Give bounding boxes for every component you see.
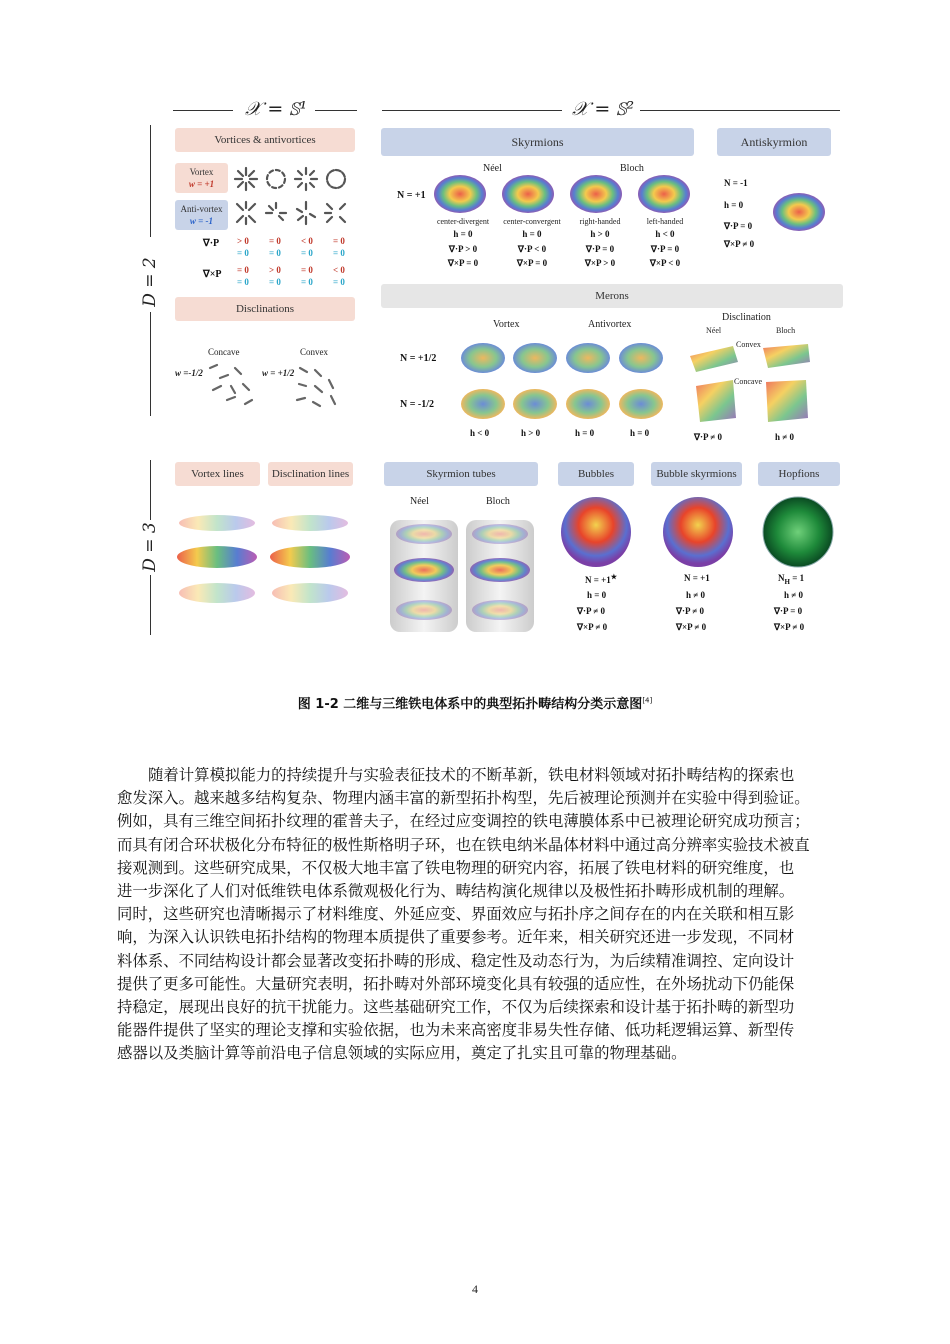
- header-s2: 𝒳 = 𝕊²: [572, 98, 635, 120]
- skyrmion-right-handed-icon: [570, 175, 622, 213]
- bubbles-curl: ∇×P ≠ 0: [577, 622, 608, 632]
- divP-w4: = 0: [333, 248, 345, 258]
- disclination-line-layer-1: [272, 515, 348, 531]
- vortex-tag-box: [175, 163, 228, 193]
- vortex-line-layer-3: [179, 583, 255, 603]
- meron-h-2: h > 0: [521, 428, 541, 438]
- disclination-line-layer-3: [272, 583, 348, 603]
- meron-h-1: h < 0: [470, 428, 490, 438]
- meron-disc-div: ∇·P ≠ 0: [694, 432, 722, 442]
- antivortex-icon-3: [297, 202, 315, 224]
- bubbles-n-text: N = +1: [585, 575, 611, 585]
- body-line-2: 愈发深入。越来越多结构复杂、物理内涵丰富的新型拓扑构型，先后被理论预测并在实验中得到验证。: [117, 789, 810, 808]
- sky-curl-2: ∇×P = 0: [516, 258, 548, 268]
- curlP-w2: = 0: [269, 277, 281, 287]
- skyrmion-center-divergent-icon: [434, 175, 486, 213]
- antisky-n: N = -1: [724, 178, 748, 188]
- vortex-w: w = +1: [188, 179, 215, 189]
- body-line-4: 而具有闭合环状极化分布特征的极性斯格明子环，也在铁电纳米晶体材料中通过高分辨率实验技术被直: [117, 835, 810, 854]
- vortex-line-layer-2: [177, 546, 257, 568]
- header-rule-right2: [640, 110, 840, 111]
- bsky-n: N = +1: [684, 573, 710, 583]
- meron-disc-bloch: Bloch: [776, 326, 796, 335]
- hopf-h: h ≠ 0: [784, 590, 803, 600]
- sky-h-4: h < 0: [655, 229, 675, 239]
- neel-label: Néel: [483, 163, 502, 174]
- meron-antivortex-1-icon: [566, 343, 610, 373]
- meron-n-minus-half: N = -1/2: [400, 399, 435, 410]
- body-line-5: 接观测到。这些研究成果，不仅极大地丰富了铁电物理的研究内容，拓展了铁电材料的研究维度，也: [117, 858, 795, 877]
- hopf-n-sub: H: [784, 577, 790, 586]
- disclination-illustrations: [205, 360, 355, 415]
- disc-bloch-convex-icon: [763, 344, 810, 368]
- w-minus-half: w =-1/2: [175, 368, 203, 378]
- caption-text: 图 1-2 二维与三维铁电体系中的典型拓扑畴结构分类示意图: [297, 697, 643, 712]
- meron-disclination-label: Disclination: [722, 312, 771, 323]
- body-line-11: 持稳定，展现出良好的抗干扰能力。这些基础研究工作，不仅为后续探索和设计基于拓扑畴的新型功: [117, 997, 795, 1016]
- w-plus-half: w = +1/2: [262, 368, 295, 378]
- meron-antivortex-label: Antivortex: [588, 319, 632, 330]
- hopf-n: [778, 573, 804, 586]
- divP-v4: = 0: [333, 236, 345, 246]
- disc-neel-convex-icon: [690, 346, 738, 372]
- meron-disc-h: h ≠ 0: [775, 432, 794, 442]
- sky-h-3: h > 0: [590, 229, 610, 239]
- hopf-n-val: = 1: [789, 573, 805, 583]
- tube-bloch-label: Bloch: [486, 496, 510, 507]
- d2-rule-top: [150, 125, 151, 237]
- sky-type-4: left-handed: [646, 217, 684, 226]
- bubbles-n: [585, 573, 617, 585]
- meron-vortex-1-icon: [461, 343, 505, 373]
- hopfions-title: Hopfions: [758, 462, 840, 486]
- divP-v1: > 0: [237, 236, 249, 246]
- bubbles-h: h = 0: [587, 590, 607, 600]
- meron-antivortex-3-icon: [566, 389, 610, 419]
- d3-rule-top: [150, 460, 151, 520]
- hopfion-icon: [763, 497, 833, 567]
- disclination-line-layer-2: [270, 546, 350, 568]
- antivortex-tag: Anti-vortex: [180, 204, 223, 214]
- antivortex-icon-2: [266, 203, 286, 220]
- curlP-w1: = 0: [237, 277, 249, 287]
- skyrmion-tube-illustrations: [386, 510, 541, 640]
- merons-title: Merons: [381, 284, 843, 308]
- skyrmion-left-handed-icon: [638, 175, 690, 213]
- bubbles-title: Bubbles: [558, 462, 634, 486]
- antivortex-icon-4: [325, 204, 345, 222]
- meron-n-plus-half: N = +1/2: [400, 353, 437, 364]
- vortices-title: Vortices & antivortices: [175, 128, 355, 152]
- divP-w3: = 0: [301, 248, 313, 258]
- caption-ref: [4]: [642, 696, 653, 705]
- divP-label: ∇·P: [203, 238, 220, 249]
- sky-type-2: center-convergent: [503, 217, 561, 226]
- meron-disc-concave: Concave: [734, 377, 762, 386]
- antivortex-w: w = -1: [189, 216, 214, 226]
- body-line-8: 响，为深入认识铁电拓扑结构的物理本质提供了重要参考。近年来，相关研究还进一步发现，不同材: [117, 928, 795, 947]
- tube-neel-label: Néel: [410, 496, 429, 507]
- page-number: 4: [472, 1282, 478, 1296]
- body-line-9: 料体系、不同结构设计都会显著改变拓扑畴的形成、稳定性及动态行为，为后续精准调控、定向设计: [117, 951, 795, 970]
- meron-vortex-2-icon: [513, 343, 557, 373]
- body-line-13: 感器以及类脑计算等前沿电子信息领域的实际应用，奠定了扎实且可靠的物理基础。: [117, 1044, 687, 1063]
- skyrmion-illustrations: [430, 172, 690, 217]
- meron-illustrations: [458, 340, 668, 425]
- header-rule-left2: [315, 110, 357, 111]
- header-s1: 𝒳 = 𝕊¹: [245, 98, 308, 120]
- sky-div-3: ∇·P = 0: [585, 244, 615, 254]
- body-line-7: 同时，这些研究也清晰揭示了材料维度、外延应变、界面效应与拓扑序之间存在的内在关联和相互影: [117, 905, 795, 924]
- sky-curl-3: ∇×P > 0: [584, 258, 616, 268]
- meron-h-3: h = 0: [575, 428, 595, 438]
- bubbles-div: ∇·P ≠ 0: [577, 606, 605, 616]
- body-line-6: 进一步深化了人们对低维铁电体系微观极化行为、畴结构演化规律以及极性拓扑畴形成机制的理解。: [117, 881, 795, 900]
- vortex-circulating-icon: [267, 170, 285, 188]
- sky-h-1: h = 0: [453, 229, 473, 239]
- divP-v2: = 0: [269, 236, 281, 246]
- skyrmion-tubes-title: Skyrmion tubes: [384, 462, 538, 486]
- curlP-v3: = 0: [301, 265, 313, 275]
- divP-w1: = 0: [237, 248, 249, 258]
- d2-rule-bottom: [150, 312, 151, 416]
- sky-div-2: ∇·P < 0: [517, 244, 547, 254]
- skyrmion-center-convergent-icon: [502, 175, 554, 213]
- curlP-v2: > 0: [269, 265, 281, 275]
- meron-antivortex-4-icon: [619, 389, 663, 419]
- body-line-1: 随着计算模拟能力的持续提升与实验表征技术的不断革新，铁电材料领域对拓扑畴结构的探索也: [148, 766, 795, 784]
- concave-label: Concave: [208, 347, 240, 357]
- antisky-curl: ∇×P ≠ 0: [724, 239, 755, 249]
- sky-type-1: center-divergent: [436, 217, 490, 226]
- meron-disclination-illustrations: [688, 340, 813, 425]
- body-line-12: 能器件提供了坚实的理论支撑和实验依据，也为未来高密度非易失性存储、低功耗逻辑运算、新型传: [117, 1021, 795, 1040]
- meron-vortex-label: Vortex: [493, 319, 520, 330]
- vortex-counter-icon: [327, 170, 345, 188]
- vortex-convergent-icon: [295, 168, 317, 190]
- antiskyrmion-icon: [770, 190, 828, 235]
- antiskyrmion-title: Antiskyrmion: [717, 128, 831, 156]
- divP-w2: = 0: [269, 248, 281, 258]
- bubble-skyrmion-icon: [663, 497, 733, 567]
- body-paragraph: [117, 764, 859, 1065]
- d3-label: D = 3: [140, 522, 160, 572]
- sky-curl-1: ∇×P = 0: [447, 258, 479, 268]
- antisky-h: h = 0: [724, 200, 744, 210]
- bubble-skyrmions-title: Bubble skyrmions: [651, 462, 742, 486]
- disclination-lines-title: Disclination lines: [268, 462, 353, 486]
- curlP-v4: < 0: [333, 265, 345, 275]
- meron-vortex-4-icon: [513, 389, 557, 419]
- hopf-curl: ∇×P ≠ 0: [774, 622, 805, 632]
- vortex-line-illustrations: [175, 505, 355, 615]
- body-line-3: 例如，具有三维空间拓扑纹理的霍普夫子，在经过应变调控的铁电薄膜体系中已被理论研究成功预言；: [117, 812, 810, 831]
- d2-label: D = 2: [140, 257, 160, 307]
- header-rule-left: [173, 110, 233, 111]
- antivortex-tag-box: [175, 200, 228, 230]
- hopf-div: ∇·P = 0: [774, 606, 803, 616]
- hopf-n-text: N: [778, 573, 785, 583]
- meron-disc-convex: Convex: [736, 340, 761, 349]
- skyrmion-n: N = +1: [397, 190, 426, 201]
- bsky-div: ∇·P ≠ 0: [676, 606, 704, 616]
- disclinations-title: Disclinations: [175, 297, 355, 321]
- bubble-hopfion-illustrations: [556, 494, 842, 570]
- curlP-v1: = 0: [237, 265, 249, 275]
- meron-vortex-3-icon: [461, 389, 505, 419]
- header-rule-right: [382, 110, 562, 111]
- sky-h-2: h = 0: [522, 229, 542, 239]
- vortex-lines-title: Vortex lines: [175, 462, 260, 486]
- sky-type-3: right-handed: [579, 217, 621, 226]
- vortex-divergent-icon: [235, 168, 257, 190]
- skyrmions-title: Skyrmions: [381, 128, 694, 156]
- vortex-line-layer-1: [179, 515, 255, 531]
- convex-label: Convex: [300, 347, 328, 357]
- bloch-label: Bloch: [620, 163, 644, 174]
- meron-antivortex-2-icon: [619, 343, 663, 373]
- meron-h-4: h = 0: [630, 428, 650, 438]
- vortex-antivortex-illustrations: [232, 163, 357, 229]
- body-line-10: 提供了更多可能性。大量研究表明，拓扑畴对外部环境变化具有较强的适应性，在外场扰动下仍能保: [117, 974, 795, 993]
- antisky-div: ∇·P = 0: [724, 221, 753, 231]
- antivortex-icon-1: [237, 202, 255, 224]
- bubbles-star: ★: [610, 573, 618, 581]
- vortex-tag: Vortex: [189, 167, 214, 177]
- curlP-label: ∇×P: [203, 269, 222, 280]
- figure-caption: [0, 693, 950, 712]
- d3-rule-bottom: [150, 575, 151, 635]
- sky-div-1: ∇·P > 0: [448, 244, 478, 254]
- bsky-curl: ∇×P ≠ 0: [676, 622, 707, 632]
- divP-v3: < 0: [301, 236, 313, 246]
- sky-div-4: ∇·P = 0: [650, 244, 680, 254]
- curlP-w4: = 0: [333, 277, 345, 287]
- sky-curl-4: ∇×P < 0: [649, 258, 681, 268]
- disc-bloch-concave-icon: [766, 380, 808, 422]
- disc-neel-concave-icon: [696, 380, 736, 422]
- bubble-icon: [561, 497, 631, 567]
- curlP-w3: = 0: [301, 277, 313, 287]
- bsky-h: h ≠ 0: [686, 590, 705, 600]
- meron-disc-neel: Néel: [706, 326, 722, 335]
